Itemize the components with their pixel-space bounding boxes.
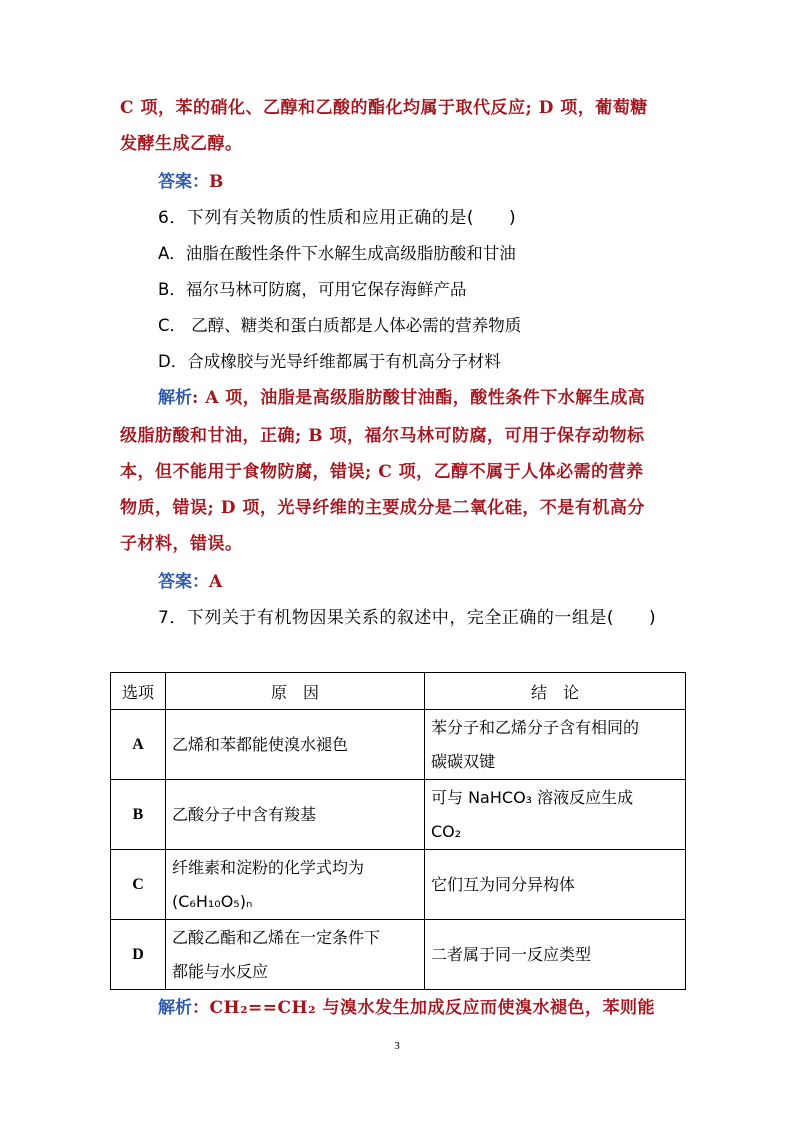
header-conclusion: 结 论 [425, 673, 686, 710]
question-6-analysis-line1 [158, 386, 718, 410]
row-conclusion: 二者属于同一反应类型 [425, 920, 686, 990]
conclusion-line2: CO₂ [431, 821, 462, 841]
analysis-text: ：CH₂==CH₂ 与溴水发生加成反应而使溴水褪色，苯则能 [192, 998, 655, 1018]
analysis-text: : A 项，油脂是高级脂肪酸甘油酯，酸性条件下水解生成高 [192, 388, 646, 408]
question-6-analysis-line2: 级脂肪酸和甘油，正确; B 项，福尔马林可防腐，可用于保存动物标 [120, 426, 645, 446]
question-6-option-a: A．油脂在酸性条件下水解生成高级脂肪酸和甘油 [158, 244, 516, 263]
row-cause: 乙酸分子中含有羧基 [166, 780, 425, 850]
cause-line2: (C₆H₁₀O₅)ₙ [172, 891, 253, 911]
page-number: 3 [394, 1040, 400, 1052]
answer-value: A [209, 572, 223, 592]
row-option: A [111, 710, 166, 780]
question-6-stem: 6．下列有关物质的性质和应用正确的是( ) [158, 208, 517, 228]
row-option: D [111, 920, 166, 990]
table-row [111, 850, 686, 920]
table-header-row [111, 673, 686, 710]
row-cause [166, 920, 425, 990]
answer-5 [158, 170, 718, 194]
question-6-analysis-line4: 物质，错误; D 项，光导纤维的主要成分是二氧化硅，不是有机高分 [120, 498, 645, 518]
analysis-prev-line1: C 项，苯的硝化、乙醇和乙酸的酯化均属于取代反应; D 项，葡萄糖 [120, 98, 648, 118]
question-7-stem: 7．下列关于有机物因果关系的叙述中，完全正确的一组是( ) [158, 608, 657, 628]
conclusion-line1: 可与 NaHCO₃ 溶液反应生成 [431, 787, 634, 807]
header-option: 选项 [111, 673, 166, 710]
header-cause: 原 因 [166, 673, 425, 710]
question-6-option-b: B．福尔马林可防腐，可用它保存海鲜产品 [158, 280, 467, 299]
cause-line1: 纤维素和淀粉的化学式均为 [172, 857, 365, 877]
cause-conclusion-table [110, 672, 686, 990]
question-6-analysis-line5: 子材料，错误。 [120, 534, 243, 554]
cause-line2: 都能与水反应 [172, 961, 269, 981]
table-row [111, 710, 686, 780]
table-row [111, 780, 686, 850]
conclusion-line2: 碳碳双键 [431, 751, 496, 771]
cause-line1: 乙酸乙酯和乙烯在一定条件下 [172, 927, 381, 947]
row-conclusion [425, 710, 686, 780]
analysis-label: 解析 [158, 998, 192, 1018]
analysis-label: 解析 [158, 388, 192, 408]
row-cause [166, 850, 425, 920]
answer-label: 答案： [158, 172, 209, 192]
question-6-option-c: C． 乙醇、糖类和蛋白质都是人体必需的营养物质 [158, 316, 522, 335]
table-row [111, 920, 686, 990]
row-option: C [111, 850, 166, 920]
question-6-option-d: D．合成橡胶与光导纤维都属于有机高分子材料 [158, 352, 501, 371]
answer-value: B [209, 172, 224, 192]
answer-label: 答案： [158, 572, 209, 592]
conclusion-line1: 苯分子和乙烯分子含有相同的 [431, 717, 640, 737]
row-conclusion [425, 780, 686, 850]
question-7-analysis-line1 [158, 996, 718, 1020]
row-cause: 乙烯和苯都能使溴水褪色 [166, 710, 425, 780]
row-option: B [111, 780, 166, 850]
question-6-analysis-line3: 本，但不能用于食物防腐，错误; C 项，乙醇不属于人体必需的营养 [120, 462, 644, 482]
analysis-prev-line2: 发酵生成乙醇。 [120, 134, 243, 154]
answer-6 [158, 570, 718, 594]
row-conclusion: 它们互为同分异构体 [425, 850, 686, 920]
